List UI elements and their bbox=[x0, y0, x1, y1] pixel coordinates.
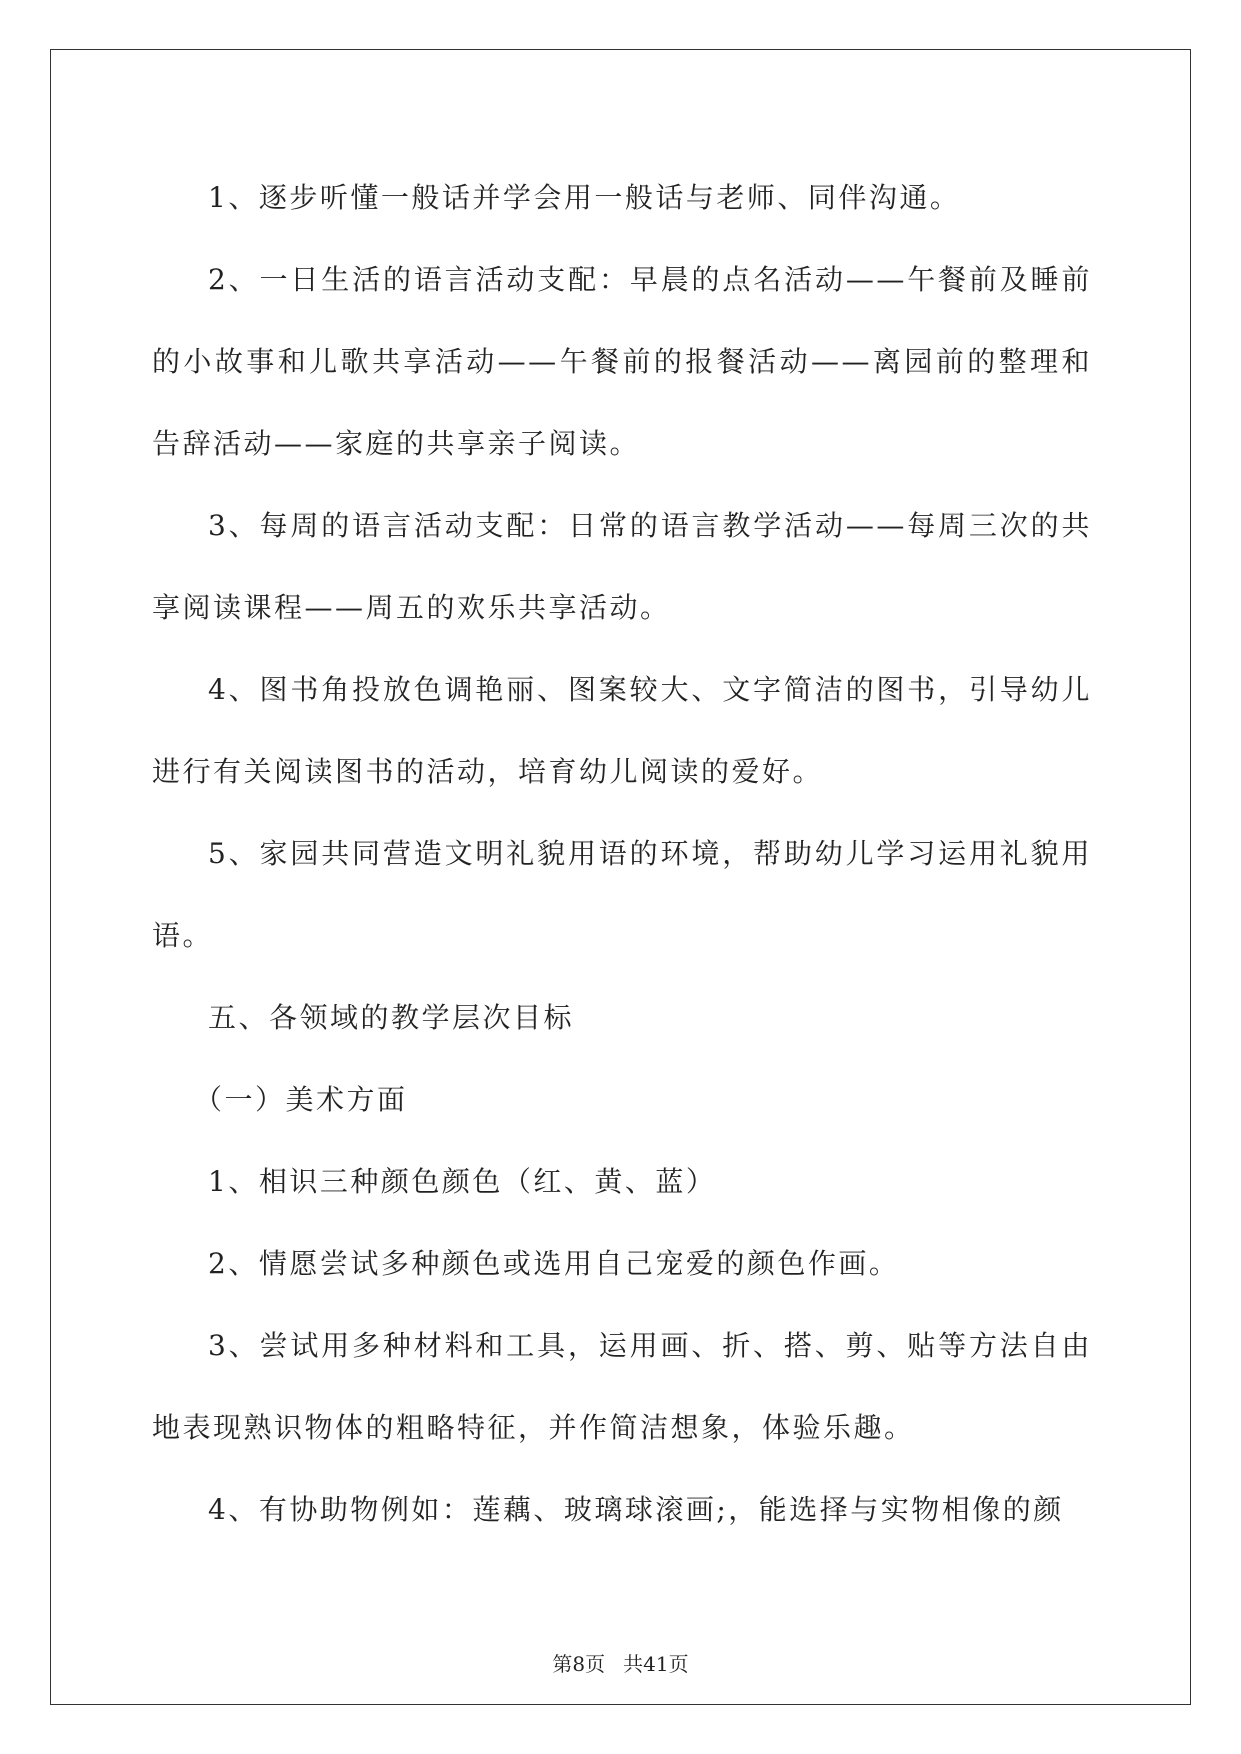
document-body bbox=[152, 157, 1092, 1551]
paragraph-art-4: 4、有协助物例如：莲藕、玻璃球滚画;，能选择与实物相像的颜 bbox=[208, 1493, 1064, 1526]
page-total: 共41页 bbox=[623, 1652, 689, 1676]
paragraph-2: 2、一日生活的语言活动支配：早晨的点名活动——午餐前及睡前的小故事和儿歌共享活动——午餐前的报餐活动——离园前的整理和告辞活动——家庭的共享亲子阅读。 bbox=[152, 263, 1092, 460]
page-number: 第8页 bbox=[552, 1652, 606, 1676]
paragraph-art-1: 1、相识三种颜色颜色（红、黄、蓝） bbox=[208, 1165, 717, 1198]
page-footer bbox=[0, 1648, 1241, 1677]
paragraph-3: 3、每周的语言活动支配：日常的语言教学活动——每周三次的共享阅读课程——周五的欢乐共享活动。 bbox=[152, 509, 1092, 624]
paragraph-1: 1、逐步听懂一般话并学会用一般话与老师、同伴沟通。 bbox=[208, 181, 961, 214]
paragraph-art-2: 2、情愿尝试多种颜色或选用自己宠爱的颜色作画。 bbox=[208, 1247, 900, 1280]
section-heading: 五、各领域的教学层次目标 bbox=[208, 1001, 575, 1034]
paragraph-art-3: 3、尝试用多种材料和工具，运用画、折、搭、剪、贴等方法自由地表现熟识物体的粗略特征，并作简洁想象，体验乐趣。 bbox=[152, 1329, 1092, 1444]
subsection-heading: （一）美术方面 bbox=[194, 1083, 408, 1116]
paragraph-5: 5、家园共同营造文明礼貌用语的环境，帮助幼儿学习运用礼貌用语。 bbox=[152, 837, 1092, 952]
paragraph-4: 4、图书角投放色调艳丽、图案较大、文字简洁的图书，引导幼儿进行有关阅读图书的活动，培育幼儿阅读的爱好。 bbox=[152, 673, 1092, 788]
